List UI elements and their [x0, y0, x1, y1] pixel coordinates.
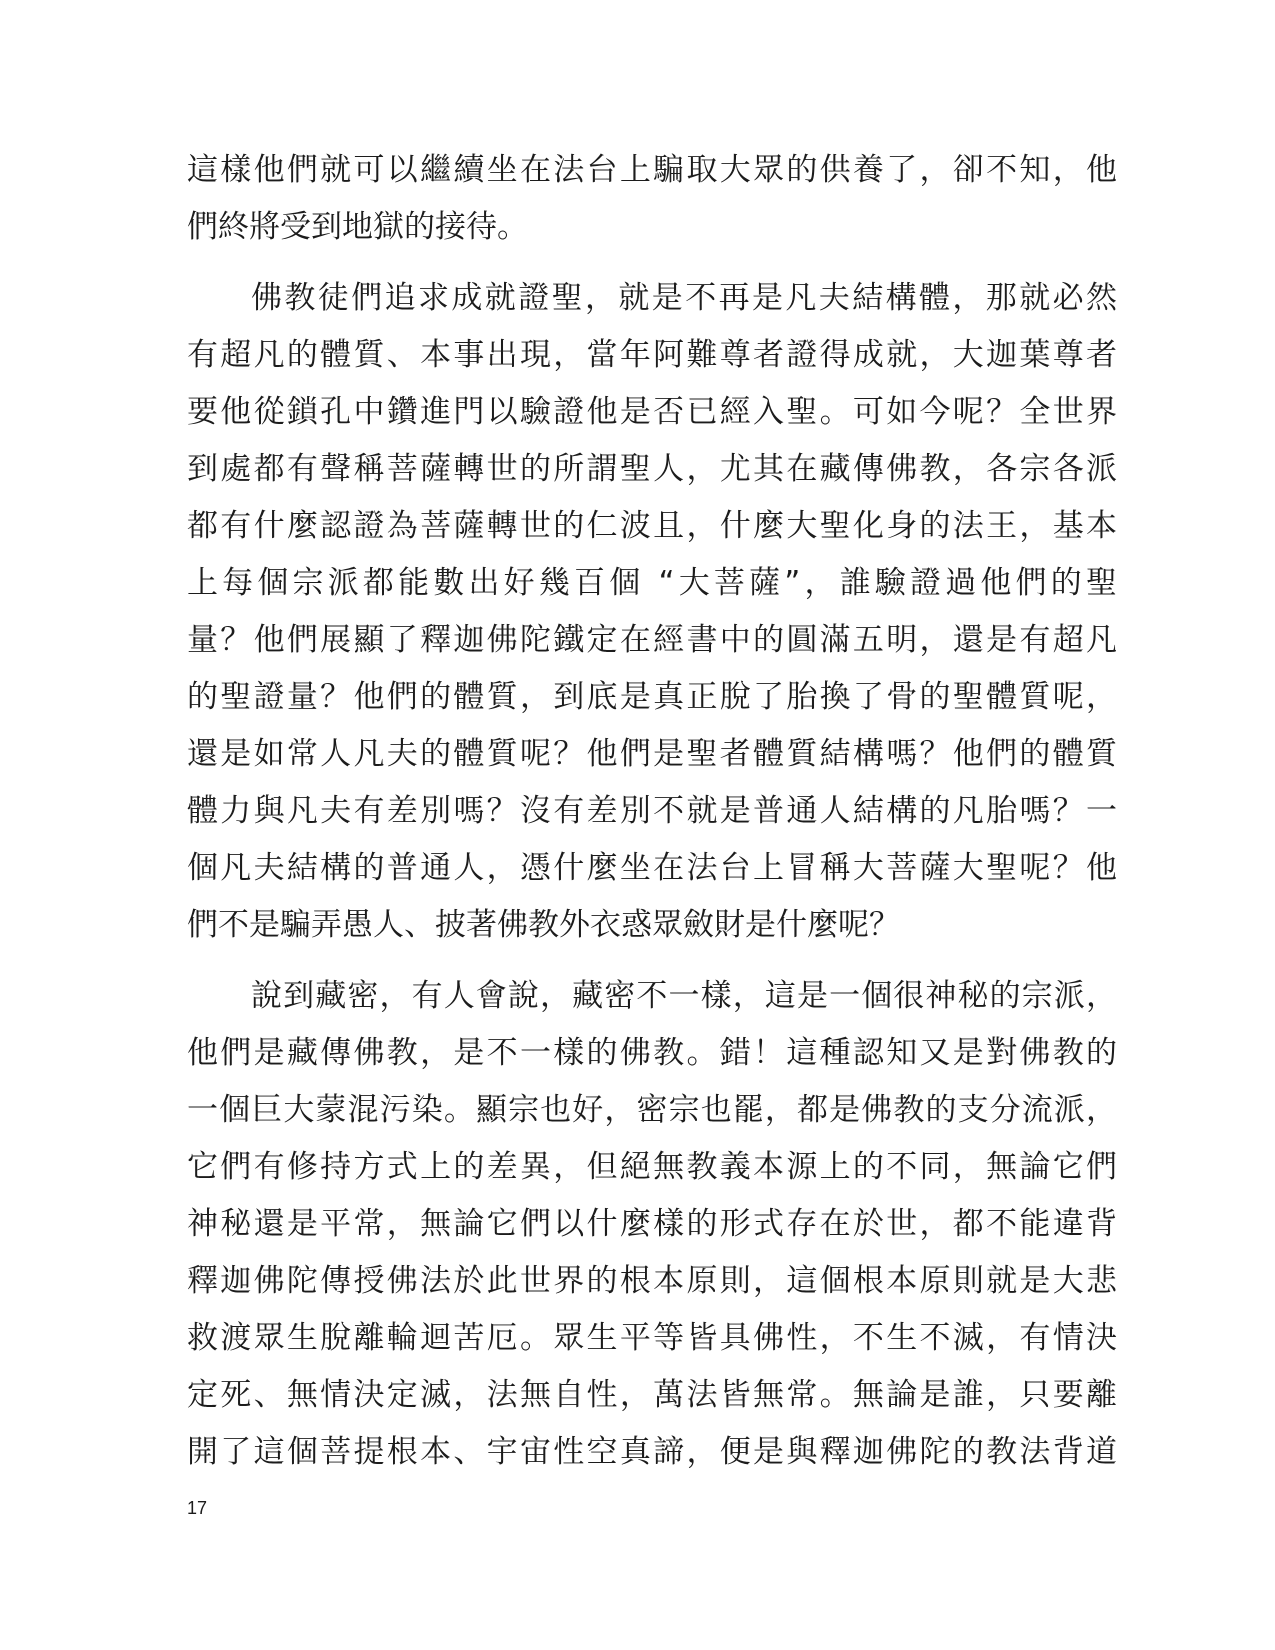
- text-line: 這樣他們就可以繼續坐在法台上騙取大眾的供養了，卻不知，他: [187, 152, 1117, 188]
- paragraph-3: [187, 968, 1117, 1481]
- text-line: 要他從鎖孔中鑽進門以驗證他是否已經入聖。可如今呢？全世界: [187, 394, 1117, 430]
- paragraph-2: [187, 270, 1117, 954]
- page-number: 17: [187, 1498, 208, 1518]
- text-line: 救渡眾生脫離輪迴苦厄。眾生平等皆具佛性，不生不滅，有情決: [187, 1320, 1117, 1356]
- text-line: 釋迦佛陀傳授佛法於此世界的根本原則，這個根本原則就是大悲: [187, 1263, 1117, 1299]
- text-line: 說到藏密，有人會說，藏密不一樣，這是一個很神秘的宗派，: [251, 978, 1117, 1014]
- text-line: 他們是藏傳佛教，是不一樣的佛教。錯！這種認知又是對佛教的: [187, 1035, 1117, 1071]
- text-line: 佛教徒們追求成就證聖，就是不再是凡夫結構體，那就必然: [251, 280, 1117, 316]
- body-text: [187, 142, 1117, 1481]
- text-line: 們終將受到地獄的接待。: [187, 209, 528, 245]
- text-line: 定死、無情決定滅，法無自性，萬法皆無常。無論是誰，只要離: [187, 1377, 1117, 1413]
- text-line: 們不是騙弄愚人、披著佛教外衣惑眾斂財是什麼呢？: [187, 907, 900, 943]
- text-line: 的聖證量？他們的體質，到底是真正脫了胎換了骨的聖體質呢，: [187, 679, 1117, 715]
- text-line: 開了這個菩提根本、宇宙性空真諦，便是與釋迦佛陀的教法背道: [187, 1434, 1117, 1470]
- text-line: 個凡夫結構的普通人，憑什麼坐在法台上冒稱大菩薩大聖呢？他: [187, 850, 1117, 886]
- text-line: 一個巨大蒙混污染。顯宗也好，密宗也罷，都是佛教的支分流派，: [187, 1092, 1117, 1128]
- paragraph-1: [187, 142, 1117, 256]
- text-line: 量？他們展顯了釋迦佛陀鐵定在經書中的圓滿五明，還是有超凡: [187, 622, 1117, 658]
- text-line: 有超凡的體質、本事出現，當年阿難尊者證得成就，大迦葉尊者: [187, 337, 1117, 373]
- text-line: 上每個宗派都能數出好幾百個 “大菩薩”，誰驗證過他們的聖: [187, 565, 1117, 601]
- text-line: 都有什麼認證為菩薩轉世的仁波且，什麼大聖化身的法王，基本: [187, 508, 1117, 544]
- text-line: 到處都有聲稱菩薩轉世的所謂聖人，尤其在藏傳佛教，各宗各派: [187, 451, 1117, 487]
- text-line: 體力與凡夫有差別嗎？沒有差別不就是普通人結構的凡胎嗎？一: [187, 793, 1117, 829]
- text-line: 神秘還是平常，無論它們以什麼樣的形式存在於世，都不能違背: [187, 1206, 1117, 1242]
- text-line: 還是如常人凡夫的體質呢？他們是聖者體質結構嗎？他們的體質: [187, 736, 1117, 772]
- text-line: 它們有修持方式上的差異，但絕無教義本源上的不同，無論它們: [187, 1149, 1117, 1185]
